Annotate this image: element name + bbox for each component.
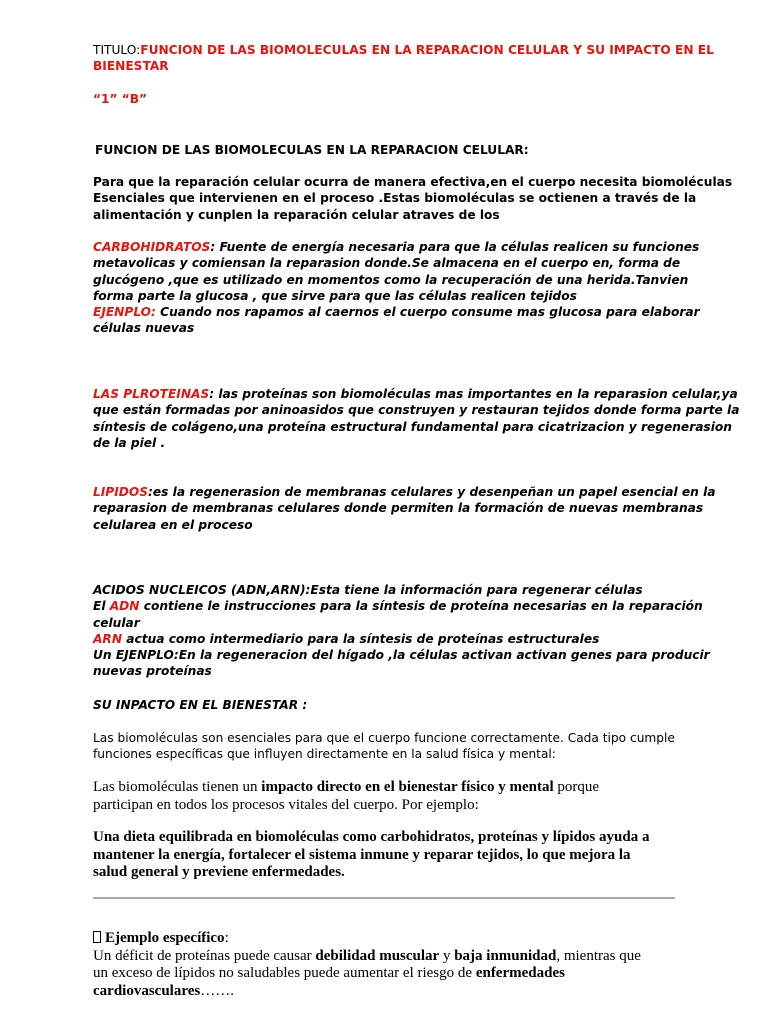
dieta-line: salud general y previene enfermedades. <box>93 864 345 881</box>
acidos-example: nuevas proteínas <box>93 664 212 679</box>
ejemplo-text: Un déficit de proteínas puede causar <box>93 947 316 964</box>
ejemplo-especifico-section <box>93 930 683 1000</box>
lipidos-paragraph <box>93 484 716 533</box>
ejemplo-bold: debilidad muscular <box>315 947 440 964</box>
lipidos-label: LIPIDOS <box>93 485 149 499</box>
dieta-line: Una dieta equilibrada en biomoléculas como carbohidratos, proteínas y lípidos ayuda a <box>93 829 650 845</box>
acidos-text: ACIDOS NUCLEICOS (ADN,ARN):Esta tiene la información para regenerar células <box>93 583 643 597</box>
lipidos-text: reparasion de membranas celulares donde permiten la formación de nuevas membranas <box>93 501 704 516</box>
adn-text: celular <box>93 615 140 630</box>
document-title <box>93 42 714 75</box>
arn-label: ARN <box>93 631 123 646</box>
missing-glyph-icon <box>93 931 101 943</box>
adn-text: contiene le instrucciones para la síntesis de proteína necesarias en la reparación <box>139 599 703 614</box>
dieta-line: mantener la energía, fortalecer el sistema inmune y reparar tejidos, lo que mejora la <box>93 846 631 863</box>
carbohidratos-label: CARBOHIDRATOS <box>93 240 211 254</box>
ejemplo-text: células nuevas <box>93 321 195 336</box>
ejemplo-label: EJENPLO: <box>93 305 156 320</box>
ejemplo-colon: : <box>224 930 229 946</box>
lipidos-text: :es la regenerasion de membranas celulares y desenpeñan un papel esencial en la <box>148 485 716 499</box>
proteinas-text: : las proteínas son biomoléculas mas importantes en la reparasion celular,ya <box>209 387 738 401</box>
carbohidratos-paragraph <box>93 239 700 337</box>
bienestar-text: Las biomoléculas tienen un <box>93 779 262 795</box>
impacto-paragraph <box>93 730 683 763</box>
ejemplo-text: , mientras que <box>556 947 641 964</box>
ejemplo-especifico-heading: Ejemplo específico <box>105 930 225 946</box>
lipidos-text: celularea en el proceso <box>93 517 253 532</box>
title-line1: FUNCION DE LAS BIOMOLECULAS EN LA REPARACION CELULAR Y SU IMPACTO EN EL <box>140 43 714 57</box>
ejemplo-bold: baja inmunidad <box>454 947 557 964</box>
horizontal-divider <box>93 897 675 899</box>
impacto-line: Las biomoléculas son esenciales para que el cuerpo funcione correctamente. Cada tipo cumple <box>93 731 675 745</box>
adn-label: ADN <box>109 599 140 614</box>
intro-line: Esenciales que intervienen en el proceso .Estas biomoléculas se octienen a través de la <box>93 191 697 206</box>
acidos-example: Un EJENPLO:En la regeneracion del hígado ,la células activan activan genes para producir <box>93 648 710 663</box>
impacto-heading: SU INPACTO EN EL BIENESTAR : <box>93 698 308 712</box>
acidos-paragraph <box>93 582 710 680</box>
intro-line: Para que la reparación celular ocurra de manera efectiva,en el cuerpo necesita biomoléculas <box>93 175 733 189</box>
intro-paragraph <box>93 174 733 223</box>
title-prefix: TITULO: <box>93 43 141 57</box>
carbohidratos-text: glucógeno ,que es utilizado en momentos como la recuperación de una herida.Tanvien <box>93 272 689 287</box>
intro-line: alimentación y cunplen la reparación celular atraves de los <box>93 207 500 222</box>
title-line2: BIENESTAR <box>93 59 169 74</box>
ejemplo-text: ……. <box>200 982 234 999</box>
proteinas-paragraph <box>93 386 740 451</box>
bienestar-paragraph <box>93 779 683 814</box>
bienestar-text: participan en todos los procesos vitales del cuerpo. Por ejemplo: <box>93 796 479 813</box>
carbohidratos-text: forma parte la glucosa , que sirve para que las células realicen tejidos <box>93 288 577 303</box>
ejemplo-text: Cuando nos rapamos al caernos el cuerpo consume mas glucosa para elaborar <box>155 305 700 320</box>
ejemplo-text: un exceso de lípidos no saludables puede aumentar el riesgo de <box>93 965 476 982</box>
proteinas-text: que están formadas por aninoasidos que construyen y restauran tejidos donde forma parte la <box>93 403 740 418</box>
proteinas-text: síntesis de colágeno,una proteína estructural fundamental para cicatrizacion y regenerasion <box>93 419 732 434</box>
carbohidratos-text: metavolicas y comiensan la reparasion donde.Se almacena en el cuerpo en, forma de <box>93 256 681 271</box>
adn-prefix: El <box>93 599 110 614</box>
proteinas-text: de la piel . <box>93 435 166 450</box>
impacto-line: funciones específicas que influyen directamente en la salud física y mental: <box>93 747 556 762</box>
ejemplo-bold: enfermedades <box>475 965 565 982</box>
group-label: “1” “B” <box>93 92 148 106</box>
ejemplo-bold: cardiovasculares <box>93 982 201 999</box>
dieta-paragraph <box>93 829 683 882</box>
bienestar-text: porque <box>553 779 600 795</box>
bienestar-bold: impacto directo en el bienestar físico y mental <box>261 779 554 795</box>
section-heading: FUNCION DE LAS BIOMOLECULAS EN LA REPARACION CELULAR: <box>95 143 529 157</box>
arn-text: actua como intermediario para la síntesis de proteínas estructurales <box>122 631 600 646</box>
ejemplo-text: y <box>439 947 455 964</box>
carbohidratos-text: : Fuente de energía necesaria para que la células realicen su funciones <box>210 240 700 254</box>
proteinas-label: LAS PLROTEINAS <box>93 387 210 401</box>
